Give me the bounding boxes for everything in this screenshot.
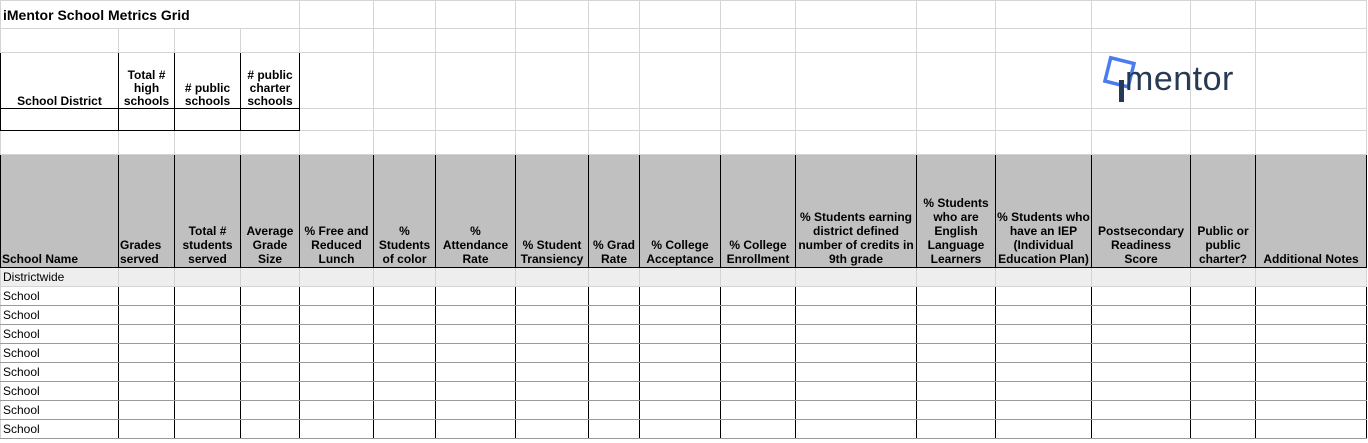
logo-text: mentor — [1125, 60, 1234, 98]
table-row — [1, 382, 1367, 401]
cell[interactable] — [1191, 29, 1256, 53]
cell[interactable] — [516, 344, 589, 363]
cell[interactable] — [589, 344, 640, 363]
cell[interactable] — [589, 1, 640, 29]
cell[interactable] — [640, 1, 721, 29]
cell[interactable] — [796, 53, 917, 109]
cell[interactable] — [516, 325, 589, 344]
header-public-or-charter[interactable]: Public or public charter? — [1191, 155, 1256, 268]
header-school-district[interactable]: School District — [1, 53, 119, 109]
header-average-grade-size[interactable]: Average Grade Size — [241, 155, 300, 268]
cell[interactable] — [175, 268, 241, 287]
cell[interactable] — [300, 325, 374, 344]
cell[interactable] — [516, 363, 589, 382]
cell[interactable] — [1092, 1, 1191, 29]
cell[interactable] — [1256, 325, 1367, 344]
row-label-school[interactable]: School — [1, 344, 119, 363]
cell[interactable] — [1256, 109, 1367, 131]
cell[interactable] — [589, 420, 640, 439]
cell[interactable] — [119, 344, 175, 363]
cell[interactable] — [721, 287, 796, 306]
header-postsecondary-readiness[interactable]: Postsecondary Readiness Score — [1092, 155, 1191, 268]
cell[interactable] — [1191, 268, 1256, 287]
cell[interactable] — [640, 53, 721, 109]
cell[interactable] — [175, 131, 241, 155]
cell[interactable] — [1092, 109, 1191, 131]
cell[interactable] — [640, 268, 721, 287]
row-label-school[interactable]: School — [1, 382, 119, 401]
cell[interactable] — [300, 268, 374, 287]
cell[interactable] — [300, 1, 374, 29]
cell[interactable] — [796, 29, 917, 53]
cell[interactable] — [175, 363, 241, 382]
cell[interactable] — [516, 268, 589, 287]
district-value-cell[interactable] — [241, 109, 300, 131]
cell[interactable] — [374, 268, 436, 287]
cell[interactable] — [1256, 131, 1367, 155]
cell[interactable] — [1191, 1, 1256, 29]
cell[interactable] — [796, 420, 917, 439]
cell[interactable] — [516, 420, 589, 439]
cell[interactable] — [1092, 420, 1191, 439]
header-college-enrollment[interactable]: % College Enrollment — [721, 155, 796, 268]
cell[interactable] — [917, 306, 996, 325]
cell[interactable] — [374, 344, 436, 363]
cell[interactable] — [721, 268, 796, 287]
cell[interactable] — [796, 1, 917, 29]
header-total-students-served[interactable]: Total # students served — [175, 155, 241, 268]
district-value-cell[interactable] — [1, 109, 119, 131]
cell[interactable] — [589, 53, 640, 109]
cell[interactable] — [589, 325, 640, 344]
cell[interactable] — [300, 306, 374, 325]
cell[interactable] — [589, 29, 640, 53]
cell[interactable] — [721, 306, 796, 325]
cell[interactable] — [721, 1, 796, 29]
cell[interactable] — [721, 363, 796, 382]
cell[interactable] — [917, 29, 996, 53]
cell[interactable] — [1256, 420, 1367, 439]
cell[interactable] — [300, 344, 374, 363]
cell[interactable] — [175, 306, 241, 325]
cell[interactable] — [996, 268, 1092, 287]
header-college-acceptance[interactable]: % College Acceptance — [640, 155, 721, 268]
header-school-name[interactable]: School Name — [1, 155, 119, 268]
cell[interactable] — [1191, 109, 1256, 131]
cell[interactable] — [721, 131, 796, 155]
cell[interactable] — [300, 109, 374, 131]
cell[interactable] — [241, 382, 300, 401]
cell[interactable] — [917, 363, 996, 382]
table-row — [1, 268, 1367, 287]
header-iep[interactable]: % Students who have an IEP (Individual Education Plan) — [996, 155, 1092, 268]
cell[interactable] — [721, 420, 796, 439]
cell[interactable] — [1191, 401, 1256, 420]
cell[interactable] — [796, 363, 917, 382]
cell[interactable] — [119, 382, 175, 401]
cell[interactable] — [119, 268, 175, 287]
table-row — [1, 344, 1367, 363]
cell[interactable] — [436, 53, 516, 109]
cell[interactable] — [1092, 344, 1191, 363]
cell[interactable] — [300, 53, 374, 109]
cell[interactable] — [175, 287, 241, 306]
cell[interactable] — [996, 131, 1092, 155]
table-row — [1, 325, 1367, 344]
cell[interactable] — [1256, 1, 1367, 29]
cell[interactable] — [175, 325, 241, 344]
cell[interactable] — [175, 382, 241, 401]
cell[interactable] — [241, 325, 300, 344]
cell[interactable] — [374, 131, 436, 155]
cell[interactable] — [374, 420, 436, 439]
row-label-school[interactable]: School — [1, 287, 119, 306]
cell[interactable] — [589, 268, 640, 287]
header-additional-notes[interactable]: Additional Notes — [1256, 155, 1367, 268]
cell[interactable] — [119, 363, 175, 382]
cell[interactable] — [436, 382, 516, 401]
cell[interactable] — [436, 306, 516, 325]
cell[interactable] — [175, 401, 241, 420]
cell[interactable] — [374, 306, 436, 325]
district-value-cell[interactable] — [175, 109, 241, 131]
cell[interactable] — [1256, 382, 1367, 401]
cell[interactable] — [917, 344, 996, 363]
table-row — [1, 306, 1367, 325]
cell[interactable] — [1191, 325, 1256, 344]
cell[interactable] — [1092, 268, 1191, 287]
header-student-transiency[interactable]: % Student Transiency — [516, 155, 589, 268]
cell[interactable] — [374, 287, 436, 306]
cell[interactable] — [640, 401, 721, 420]
cell[interactable] — [436, 401, 516, 420]
cell[interactable] — [241, 268, 300, 287]
cell[interactable] — [640, 420, 721, 439]
cell[interactable] — [917, 382, 996, 401]
cell[interactable] — [516, 131, 589, 155]
cell[interactable] — [119, 420, 175, 439]
cell[interactable] — [436, 1, 516, 29]
cell[interactable] — [1092, 401, 1191, 420]
cell[interactable] — [1092, 306, 1191, 325]
cell[interactable] — [1256, 29, 1367, 53]
cell[interactable] — [1256, 363, 1367, 382]
cell[interactable] — [589, 401, 640, 420]
cell[interactable] — [1191, 420, 1256, 439]
cell[interactable] — [1092, 29, 1191, 53]
cell[interactable] — [589, 109, 640, 131]
cell[interactable] — [300, 420, 374, 439]
cell[interactable] — [516, 382, 589, 401]
cell[interactable] — [1191, 363, 1256, 382]
cell[interactable] — [796, 344, 917, 363]
header-grades-served[interactable]: Grades served — [119, 155, 175, 268]
table-row — [1, 401, 1367, 420]
cell[interactable] — [640, 109, 721, 131]
row-label-school[interactable]: School — [1, 420, 119, 439]
cell[interactable] — [119, 287, 175, 306]
cell[interactable] — [996, 109, 1092, 131]
cell[interactable] — [996, 382, 1092, 401]
cell[interactable] — [374, 363, 436, 382]
cell[interactable] — [374, 401, 436, 420]
cell[interactable] — [436, 131, 516, 155]
cell[interactable] — [917, 268, 996, 287]
cell[interactable] — [796, 131, 917, 155]
cell[interactable] — [1092, 363, 1191, 382]
cell[interactable] — [119, 29, 175, 53]
cell[interactable] — [721, 53, 796, 109]
cell[interactable] — [996, 363, 1092, 382]
cell[interactable] — [516, 306, 589, 325]
cell[interactable] — [917, 109, 996, 131]
cell[interactable] — [241, 131, 300, 155]
cell[interactable] — [589, 131, 640, 155]
row-label-school[interactable]: School — [1, 401, 119, 420]
header-attendance-rate[interactable]: % Attendance Rate — [436, 155, 516, 268]
cell[interactable] — [300, 287, 374, 306]
cell[interactable] — [996, 287, 1092, 306]
cell[interactable] — [640, 344, 721, 363]
cell[interactable] — [996, 29, 1092, 53]
cell[interactable] — [1256, 344, 1367, 363]
row-label-school[interactable]: School — [1, 325, 119, 344]
cell[interactable] — [119, 325, 175, 344]
cell[interactable] — [640, 131, 721, 155]
header-free-reduced-lunch[interactable]: % Free and Reduced Lunch — [300, 155, 374, 268]
cell[interactable] — [721, 109, 796, 131]
cell[interactable] — [1092, 325, 1191, 344]
cell[interactable] — [300, 363, 374, 382]
cell[interactable] — [917, 287, 996, 306]
sheet-title: iMentor School Metrics Grid — [1, 1, 300, 29]
cell[interactable] — [1256, 306, 1367, 325]
cell[interactable] — [1191, 306, 1256, 325]
cell[interactable] — [640, 363, 721, 382]
cell[interactable] — [917, 325, 996, 344]
cell[interactable] — [300, 401, 374, 420]
cell[interactable] — [241, 420, 300, 439]
cell[interactable] — [516, 109, 589, 131]
cell[interactable] — [917, 1, 996, 29]
cell[interactable] — [796, 401, 917, 420]
cell[interactable] — [1191, 344, 1256, 363]
cell[interactable] — [175, 344, 241, 363]
cell[interactable] — [241, 344, 300, 363]
cell[interactable] — [917, 53, 996, 109]
cell[interactable] — [1, 131, 119, 155]
cell[interactable] — [996, 1, 1092, 29]
cell[interactable] — [436, 29, 516, 53]
cell[interactable] — [589, 382, 640, 401]
cell[interactable] — [436, 109, 516, 131]
cell[interactable] — [436, 344, 516, 363]
cell[interactable] — [640, 306, 721, 325]
cell[interactable] — [640, 29, 721, 53]
cell[interactable] — [300, 382, 374, 401]
cell[interactable] — [436, 287, 516, 306]
cell[interactable] — [996, 325, 1092, 344]
header-grad-rate[interactable]: % Grad Rate — [589, 155, 640, 268]
cell[interactable] — [436, 325, 516, 344]
cell[interactable] — [996, 306, 1092, 325]
cell[interactable] — [796, 109, 917, 131]
cell[interactable] — [374, 109, 436, 131]
cell[interactable] — [436, 268, 516, 287]
cell[interactable] — [917, 420, 996, 439]
cell[interactable] — [516, 287, 589, 306]
cell[interactable] — [374, 53, 436, 109]
cell[interactable] — [1256, 268, 1367, 287]
cell[interactable] — [1191, 382, 1256, 401]
cell[interactable] — [241, 29, 300, 53]
cell[interactable] — [374, 382, 436, 401]
row-label-school[interactable]: School — [1, 306, 119, 325]
cell[interactable] — [516, 401, 589, 420]
header-english-language-learners[interactable]: % Students who are English Language Learners — [917, 155, 996, 268]
table-row — [1, 363, 1367, 382]
cell[interactable] — [917, 131, 996, 155]
cell[interactable] — [119, 131, 175, 155]
cell[interactable] — [516, 29, 589, 53]
cell[interactable] — [640, 382, 721, 401]
cell[interactable] — [436, 363, 516, 382]
cell[interactable] — [996, 344, 1092, 363]
cell[interactable] — [1191, 287, 1256, 306]
cell[interactable] — [1092, 131, 1191, 155]
cell[interactable] — [589, 306, 640, 325]
cell[interactable] — [796, 325, 917, 344]
cell[interactable] — [300, 29, 374, 53]
cell[interactable] — [640, 287, 721, 306]
header-credits-9th-grade[interactable]: % Students earning district defined number of credits in 9th grade — [796, 155, 917, 268]
cell[interactable] — [589, 287, 640, 306]
cell[interactable] — [996, 401, 1092, 420]
cell[interactable] — [241, 363, 300, 382]
row-label-school[interactable]: School — [1, 363, 119, 382]
cell[interactable] — [1092, 382, 1191, 401]
cell[interactable] — [721, 382, 796, 401]
cell[interactable] — [516, 53, 589, 109]
cell[interactable] — [241, 401, 300, 420]
cell[interactable] — [640, 325, 721, 344]
cell[interactable] — [721, 325, 796, 344]
row-label-districtwide[interactable]: Districtwide — [1, 268, 119, 287]
header-public-charter-schools[interactable]: # public charter schools — [241, 53, 300, 109]
cell[interactable] — [119, 306, 175, 325]
cell[interactable] — [1191, 131, 1256, 155]
header-total-high-schools[interactable]: Total # high schools — [119, 53, 175, 109]
cell[interactable] — [796, 287, 917, 306]
cell[interactable] — [589, 363, 640, 382]
cell[interactable] — [1092, 287, 1191, 306]
table-row — [1, 287, 1367, 306]
cell[interactable] — [796, 268, 917, 287]
cell[interactable] — [175, 29, 241, 53]
cell[interactable] — [721, 401, 796, 420]
cell[interactable] — [241, 306, 300, 325]
cell[interactable] — [796, 306, 917, 325]
header-public-schools[interactable]: # public schools — [175, 53, 241, 109]
cell[interactable] — [436, 420, 516, 439]
cell[interactable] — [996, 420, 1092, 439]
cell[interactable] — [119, 401, 175, 420]
cell[interactable] — [1256, 287, 1367, 306]
cell[interactable] — [721, 344, 796, 363]
cell[interactable] — [996, 53, 1092, 109]
cell[interactable] — [374, 29, 436, 53]
table-row — [1, 420, 1367, 439]
cell[interactable] — [917, 401, 996, 420]
cell[interactable] — [1, 29, 119, 53]
cell[interactable] — [1256, 401, 1367, 420]
cell[interactable] — [300, 131, 374, 155]
cell[interactable] — [374, 325, 436, 344]
cell[interactable] — [796, 382, 917, 401]
cell[interactable] — [241, 287, 300, 306]
header-students-of-color[interactable]: % Students of color — [374, 155, 436, 268]
cell[interactable] — [516, 1, 589, 29]
cell[interactable] — [374, 1, 436, 29]
cell[interactable] — [175, 420, 241, 439]
cell[interactable] — [721, 29, 796, 53]
district-value-cell[interactable] — [119, 109, 175, 131]
